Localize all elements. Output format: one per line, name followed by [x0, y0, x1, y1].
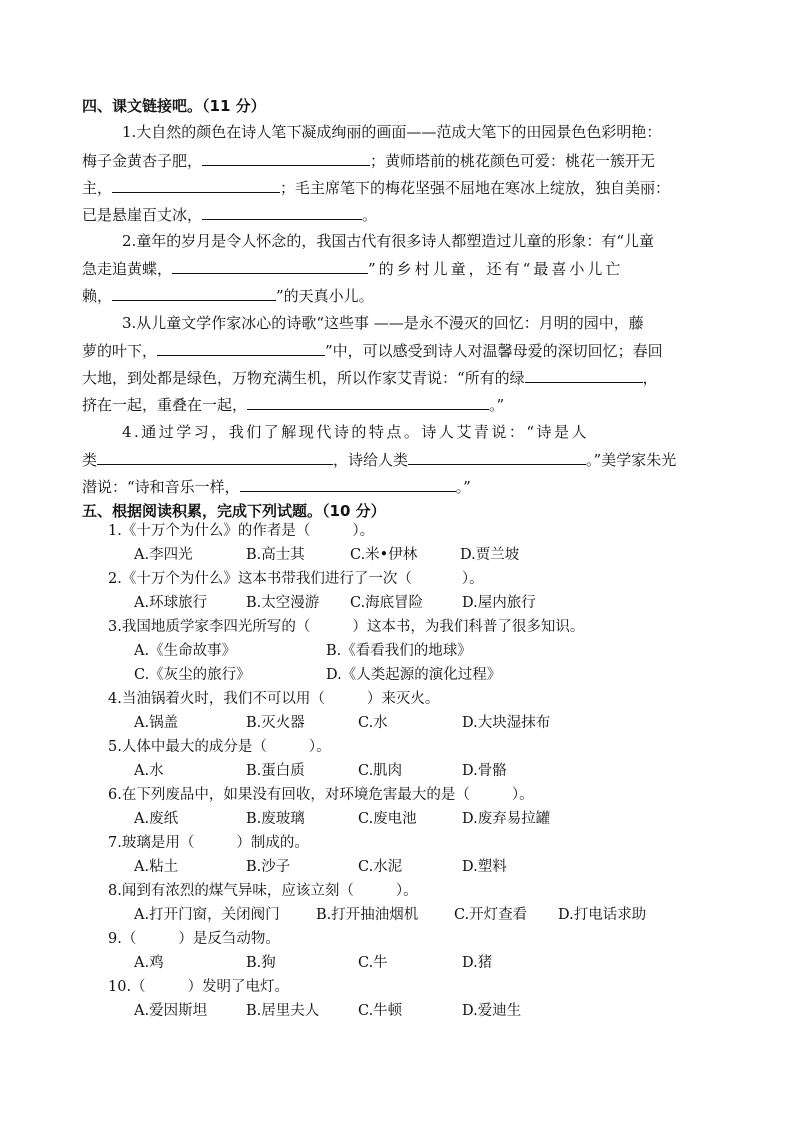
- option-2a[interactable]: A.环球旅行: [134, 595, 208, 611]
- question-6: 6.在下列废品中，如果没有回收，对环境危害最大的是（ ）。: [108, 787, 534, 803]
- option-10a[interactable]: A.爱因斯坦: [134, 1003, 208, 1019]
- option-3a[interactable]: A.《生命故事》: [134, 643, 237, 659]
- question-2: 2.《十万个为什么》这本书带我们进行了一次（ ）。: [108, 571, 484, 587]
- option-2d[interactable]: D.屋内旅行: [462, 595, 536, 611]
- option-4b[interactable]: B.灭火器: [246, 715, 305, 731]
- option-4d[interactable]: D.大块湿抹布: [462, 715, 551, 731]
- question-8: 8.闻到有浓烈的煤气异味，应该立刻（ ）。: [108, 883, 418, 899]
- section-5-title: 五、根据阅读积累，完成下列试题。（10 分）: [82, 502, 386, 520]
- p2-line-1: 2.童年的岁月是令人怀念的，我国古代有很多诗人都塑造过儿童的形象：有“儿童: [122, 232, 654, 250]
- option-7c[interactable]: C.水泥: [358, 859, 403, 875]
- question-3: 3.我国地质学家李四光所写的（ ）这本书，为我们科普了很多知识。: [108, 619, 585, 635]
- option-8a[interactable]: A.打开门窗，关闭阀门: [134, 907, 280, 923]
- p4-line-1: 4.通过学习，我们了解现代诗的特点。诗人艾青说：“诗是人: [122, 423, 589, 441]
- option-1d[interactable]: D.贾兰坡: [460, 547, 520, 563]
- answer-blank[interactable]: [408, 449, 586, 465]
- option-2c[interactable]: C.海底冒险: [350, 595, 424, 611]
- answer-blank[interactable]: [172, 258, 368, 274]
- question-4: 4.当油锅着火时，我们不可以用（ ）来灭火。: [108, 691, 440, 707]
- p3-line-3: 大地，到处都是绿色，万物充满生机，所以作家艾青说：“所有的绿 ，: [82, 369, 658, 387]
- option-6b[interactable]: B.废玻璃: [246, 811, 305, 827]
- option-6a[interactable]: A.废纸: [134, 811, 179, 827]
- option-7d[interactable]: D.塑料: [462, 859, 507, 875]
- p3-line-4: 挤在一起，重叠在一起， 。”: [82, 396, 505, 414]
- option-3d[interactable]: D.《人类起源的演化过程》: [326, 667, 502, 683]
- option-4c[interactable]: C.水: [358, 715, 388, 731]
- option-8d[interactable]: D.打电话求助: [558, 907, 647, 923]
- option-5a[interactable]: A.水: [134, 763, 164, 779]
- p2-line-2: 急走追黄蝶， ”的乡村儿童，还有“最喜小儿亡: [82, 260, 624, 278]
- question-7: 7.玻璃是用（ ）制成的。: [108, 835, 309, 851]
- p2-line-3: 赖， ”的天真小儿。: [82, 287, 374, 305]
- answer-blank[interactable]: [240, 476, 456, 492]
- option-9b[interactable]: B.狗: [246, 955, 276, 971]
- option-9d[interactable]: D.猪: [462, 955, 493, 971]
- option-2b[interactable]: B.太空漫游: [246, 595, 320, 611]
- option-6d[interactable]: D.废弃易拉罐: [462, 811, 551, 827]
- p1-line-2: 梅子金黄杏子肥， ；黄师塔前的桃花颜色可爱：桃花一簇开无: [82, 152, 656, 170]
- answer-blank[interactable]: [97, 449, 333, 465]
- p1-line-1: 1.大自然的颜色在诗人笔下凝成绚丽的画面——范成大笔下的田园景色色彩明艳：: [122, 123, 662, 141]
- option-7b[interactable]: B.沙子: [246, 859, 291, 875]
- option-10b[interactable]: B.居里夫人: [246, 1003, 320, 1019]
- option-5b[interactable]: B.蛋白质: [246, 763, 305, 779]
- answer-blank[interactable]: [247, 394, 489, 410]
- option-10d[interactable]: D.爱迪生: [462, 1003, 522, 1019]
- option-1a[interactable]: A.李四光: [134, 547, 193, 563]
- option-9a[interactable]: A.鸡: [134, 955, 164, 971]
- p3-line-2: 萝的叶下， ”中，可以感受到诗人对温馨母爱的深切回忆；春回: [82, 342, 663, 360]
- question-10: 10.（ ）发明了电灯。: [108, 979, 290, 995]
- p4-line-3: 潜说：“诗和音乐一样， 。”: [82, 478, 471, 496]
- option-3c[interactable]: C.《灰尘的旅行》: [134, 667, 251, 683]
- answer-blank[interactable]: [202, 150, 370, 166]
- option-7a[interactable]: A.粘土: [134, 859, 179, 875]
- option-6c[interactable]: C.废电池: [358, 811, 417, 827]
- answer-blank[interactable]: [112, 177, 280, 193]
- answer-blank[interactable]: [112, 285, 276, 301]
- option-4a[interactable]: A.锅盖: [134, 715, 179, 731]
- option-5c[interactable]: C.肌肉: [358, 763, 403, 779]
- question-5: 5.人体中最大的成分是（ ）。: [108, 739, 331, 755]
- p3-line-1: 3.从儿童文学作家冰心的诗歌“这些事 ——是永不漫灭的回忆：月明的园中，藤: [122, 314, 644, 332]
- question-1: 1.《十万个为什么》的作者是（ ）。: [108, 523, 375, 539]
- option-1b[interactable]: B.高士其: [246, 547, 305, 563]
- answer-blank[interactable]: [157, 340, 325, 356]
- option-10c[interactable]: C.牛顿: [358, 1003, 403, 1019]
- answer-blank[interactable]: [525, 367, 643, 383]
- option-3b[interactable]: B.《看看我们的地球》: [326, 643, 472, 659]
- question-9: 9.（ ）是反刍动物。: [108, 931, 280, 947]
- p1-line-4: 已是悬崖百丈冰， 。: [82, 206, 378, 224]
- option-1c[interactable]: C.米•伊林: [350, 547, 418, 563]
- p4-line-2: 类 ，诗给人类 。”美学家朱光: [82, 451, 677, 469]
- p1-line-3: 主， ；毛主席笔下的梅花坚强不屈地在寒冰上绽放，独自美丽：: [82, 179, 671, 197]
- section-4-title: 四、课文链接吧。（11 分）: [82, 97, 266, 115]
- option-8c[interactable]: C.开灯查看: [454, 907, 528, 923]
- option-5d[interactable]: D.骨骼: [462, 763, 507, 779]
- option-9c[interactable]: C.牛: [358, 955, 388, 971]
- answer-blank[interactable]: [202, 204, 362, 220]
- option-8b[interactable]: B.打开抽油烟机: [316, 907, 419, 923]
